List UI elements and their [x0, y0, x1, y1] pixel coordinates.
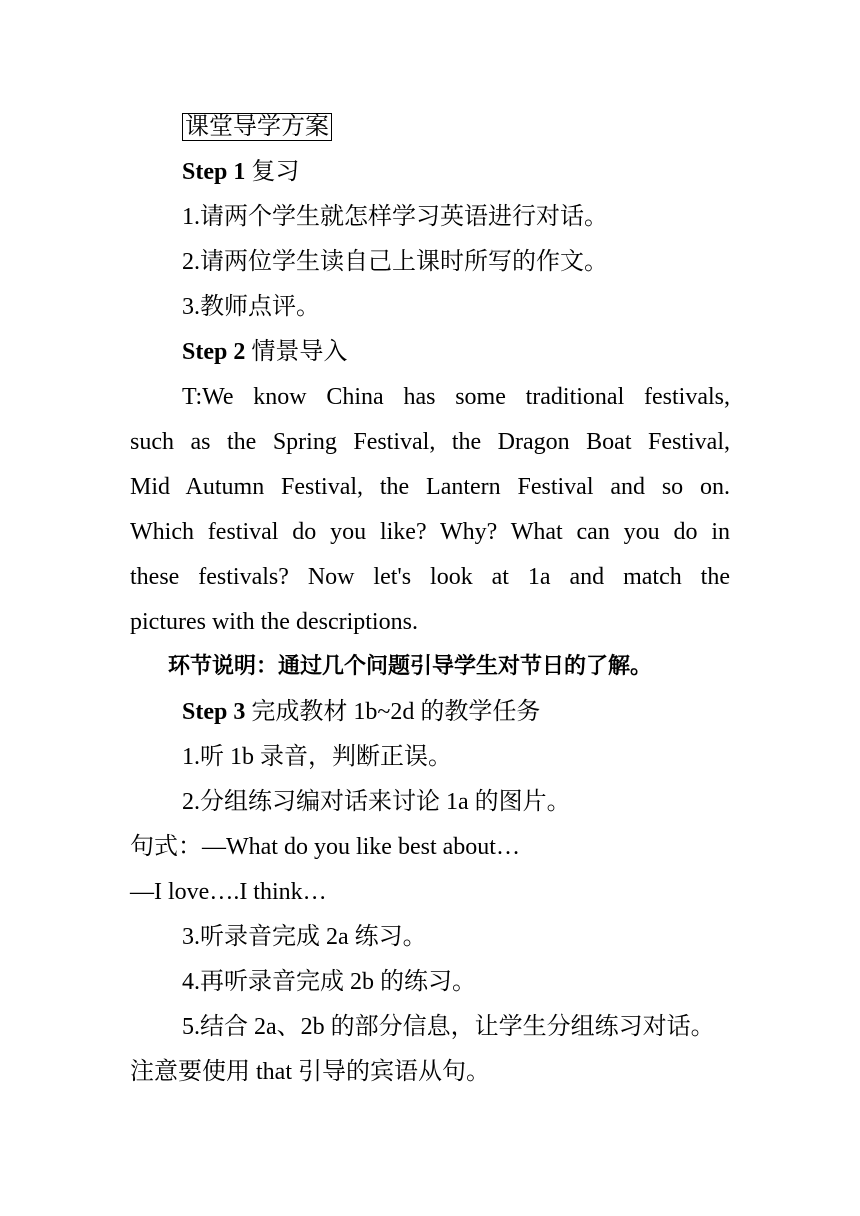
step1-heading	[182, 157, 299, 187]
step3-item-5-continued: 注意要使用 that 引导的宾语从句。	[130, 1059, 490, 1085]
section-heading	[182, 112, 332, 142]
step3-heading	[182, 697, 540, 727]
step2-label: Step 2	[182, 339, 246, 365]
step3-item-1: 1.听 1b 录音，判断正误。	[182, 744, 452, 770]
step1-item-1: 1.请两个学生就怎样学习英语进行对话。	[182, 204, 608, 230]
paragraph-line-1: T:We know China has some traditional festivals,	[182, 384, 730, 410]
paragraph-line-5: these festivals? Now let's look at 1a and match the	[130, 564, 730, 590]
step1-item-3: 3.教师点评。	[182, 294, 320, 320]
paragraph-line-3: Mid Autumn Festival, the Lantern Festival and so on.	[130, 474, 730, 500]
heading-box: 课堂导学方案	[182, 113, 332, 141]
step3-item-3: 3.听录音完成 2a 练习。	[182, 924, 427, 950]
sentence-pattern-line-2: —I love….I think…	[130, 879, 327, 905]
step1-label: Step 1	[182, 159, 246, 185]
step1-title: 复习	[251, 159, 300, 185]
step3-item-4: 4.再听录音完成 2b 的练习。	[182, 969, 476, 995]
paragraph-line-6: pictures with the descriptions.	[130, 609, 418, 635]
step2-heading	[182, 337, 347, 367]
step3-item-5: 5.结合 2a、2b 的部分信息，让学生分组练习对话。	[182, 1014, 715, 1040]
step3-item-2: 2.分组练习编对话来讨论 1a 的图片。	[182, 789, 571, 815]
step3-label: Step 3	[182, 699, 246, 725]
step3-title: 完成教材 1b~2d 的教学任务	[251, 699, 541, 725]
sentence-pattern-line-1: 句式：—What do you like best about…	[130, 834, 520, 860]
paragraph-line-4: Which festival do you like? Why? What can you do in	[130, 519, 730, 545]
step1-item-2: 2.请两位学生读自己上课时所写的作文。	[182, 249, 608, 275]
step2-title: 情景导入	[251, 339, 348, 365]
paragraph-line-2: such as the Spring Festival, the Dragon Boat Festival,	[130, 429, 730, 455]
section-note: 环节说明：通过几个问题引导学生对节日的了解。	[168, 654, 653, 679]
